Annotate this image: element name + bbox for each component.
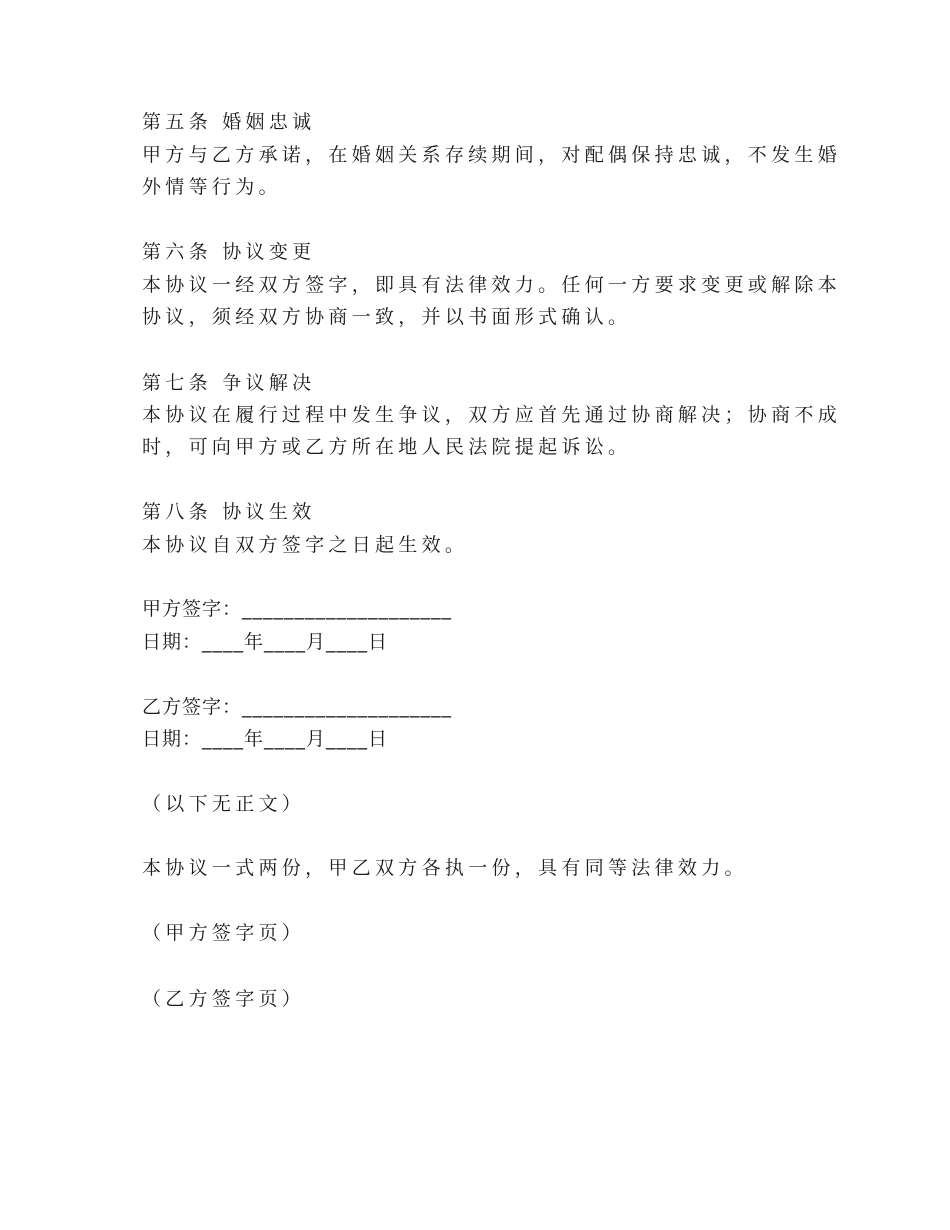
party-b-signature-page-label: （乙方签字页）: [142, 988, 306, 1010]
copies-note: 本协议一式两份，甲乙双方各执一份，具有同等法律效力。: [142, 857, 748, 879]
article-6-heading: 第六条 协议变更: [142, 241, 316, 263]
article-7-line-1: 本协议在履行过程中发生争议，双方应首先通过协商解决；协商不成: [142, 404, 842, 426]
no-text-below-note: （以下无正文）: [142, 793, 306, 815]
party-b-date-line: 日期：____年____月____日: [142, 728, 389, 750]
article-7-line-2: 时，可向甲方或乙方所在地人民法院提起诉讼。: [142, 436, 632, 458]
article-8-line-1: 本协议自双方签字之日起生效。: [142, 534, 469, 556]
article-7-heading: 第七条 争议解决: [142, 372, 316, 394]
article-6-line-2: 协议，须经双方协商一致，并以书面形式确认。: [142, 306, 632, 328]
party-a-signature-line: 甲方签字：____________________: [142, 598, 453, 620]
party-b-signature-line: 乙方签字：____________________: [142, 696, 453, 718]
article-5-line-1: 甲方与乙方承诺，在婚姻关系存续期间，对配偶保持忠诚，不发生婚: [142, 144, 842, 166]
article-6-line-1: 本协议一经双方签字，即具有法律效力。任何一方要求变更或解除本: [142, 274, 842, 296]
article-8-heading: 第八条 协议生效: [142, 501, 316, 523]
party-a-date-line: 日期：____年____月____日: [142, 631, 389, 653]
article-5-line-2: 外情等行为。: [142, 176, 282, 198]
article-5-heading: 第五条 婚姻忠诚: [142, 111, 316, 133]
party-a-signature-page-label: （甲方签字页）: [142, 922, 306, 944]
